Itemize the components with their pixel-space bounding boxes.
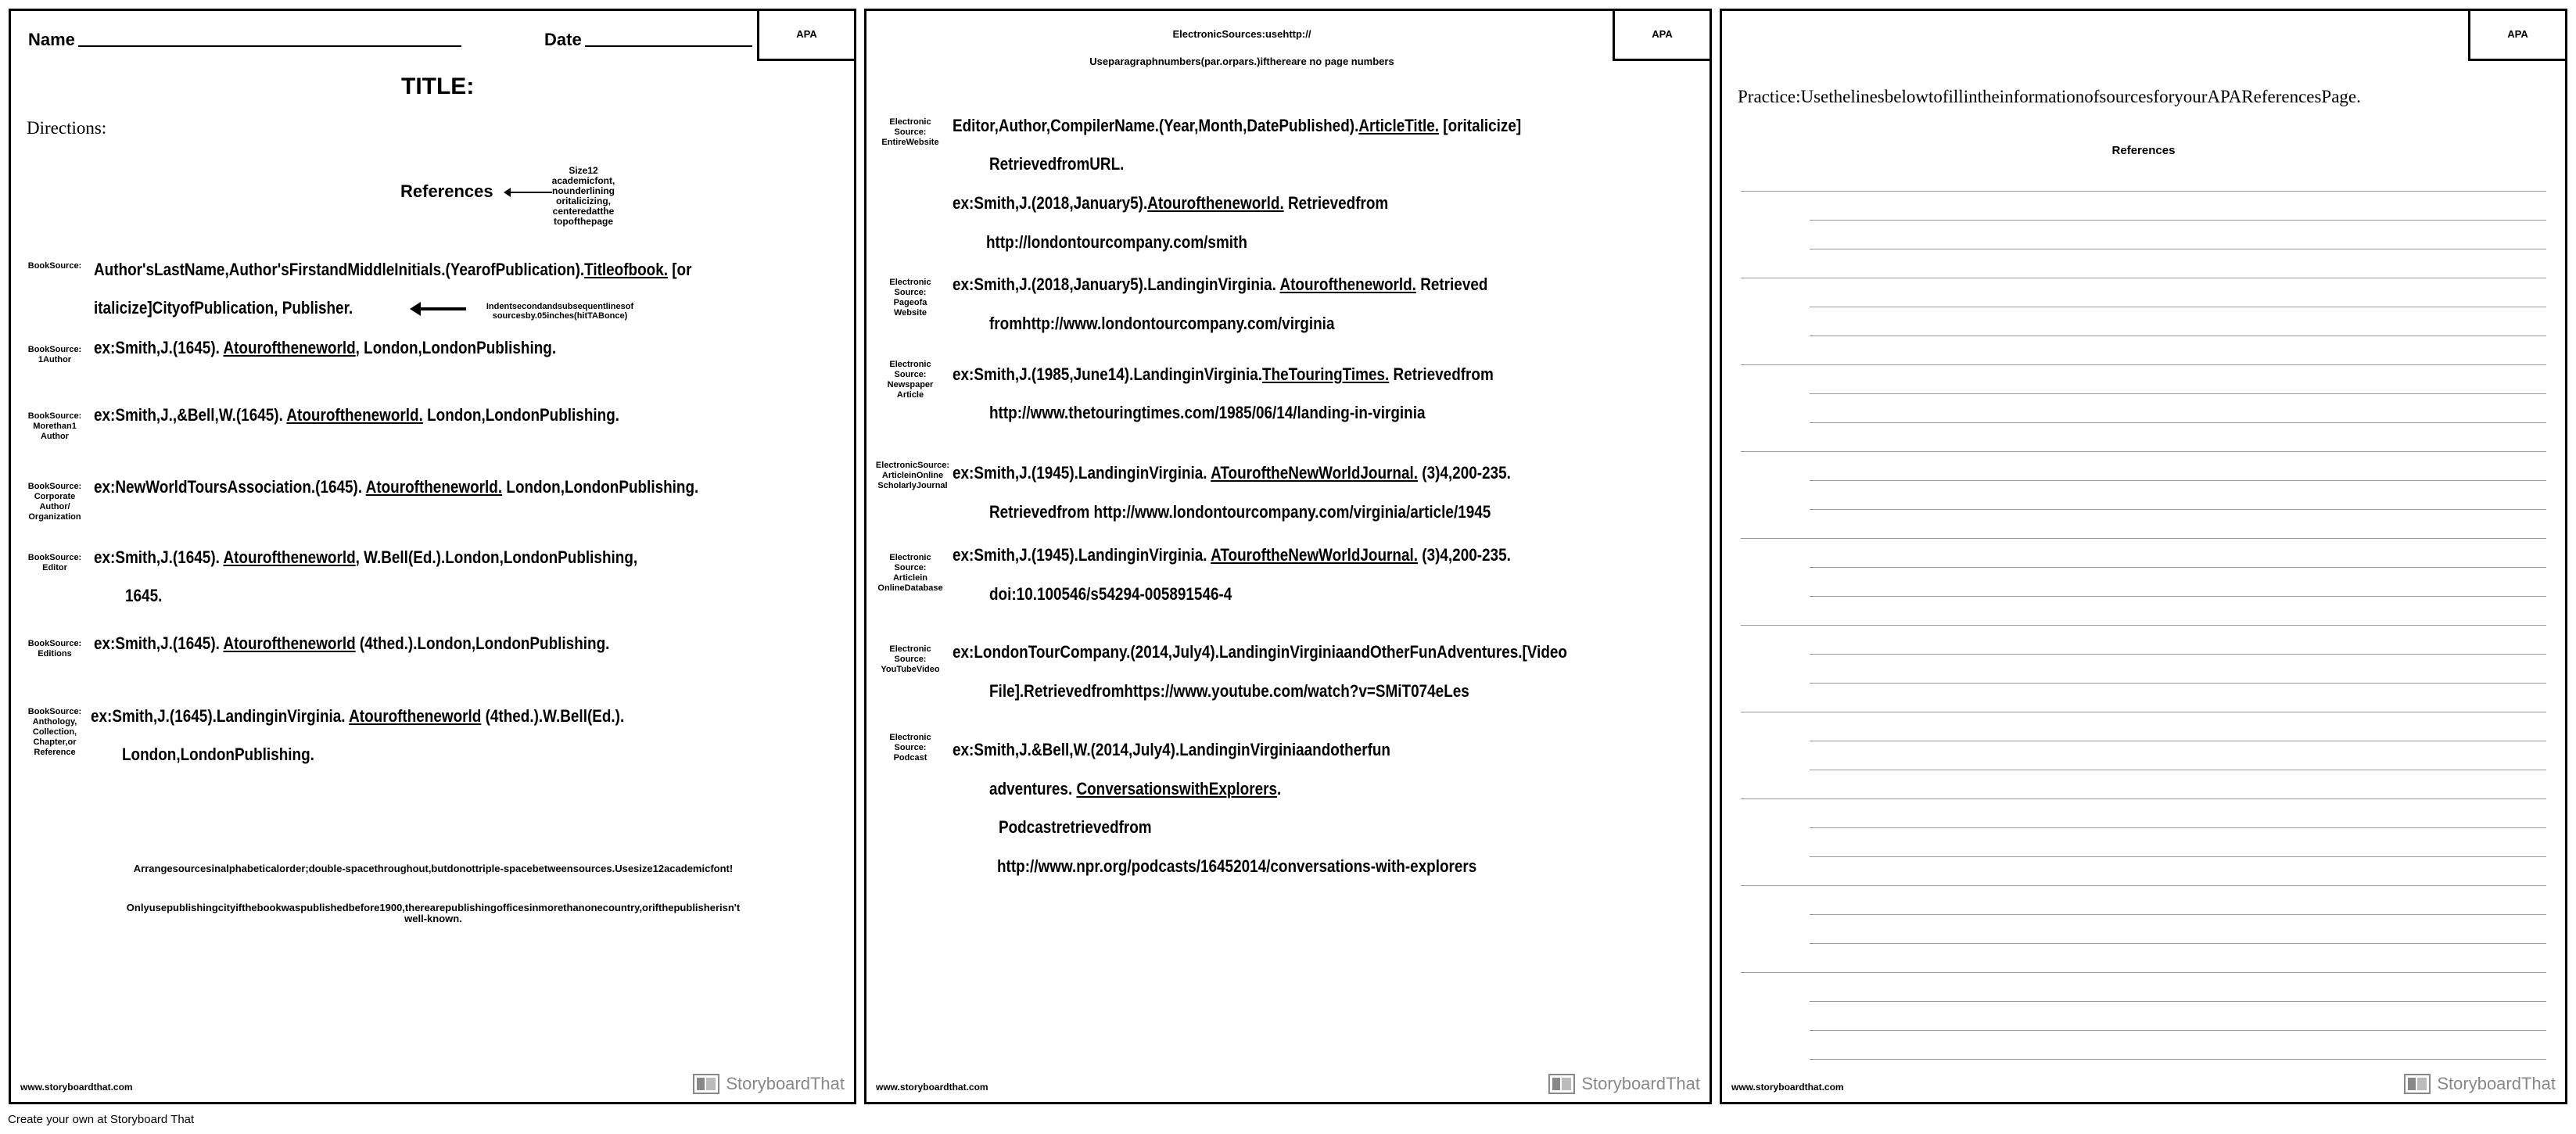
- ruled-line[interactable]: [1810, 567, 2546, 568]
- entry-line: adventures. ConversationswithExplorers.: [989, 779, 1282, 798]
- entry-line: RetrievedfromURL.: [989, 154, 1125, 174]
- entry-line: ex:Smith,J.&Bell,W.(2014,July4).LandinginVirginiaandotherfun: [953, 740, 1390, 759]
- ruled-line[interactable]: [1810, 393, 2546, 394]
- entry-line: http://www.npr.org/podcasts/16452014/conversations-with-explorers: [997, 856, 1477, 876]
- entry-label: BookSource: 1Author: [27, 345, 82, 364]
- entry-line: ex:Smith,J.(1645). Atouroftheneworld (4thed.).London,LondonPublishing.: [94, 633, 610, 653]
- indent-note: Indentsecondandsubsequentlinesof sourcesby.05inches(hitTABonce): [486, 302, 634, 321]
- entry-line: ex:Smith,J.(1645). Atouroftheneworld, W.Bell(Ed.).London,LondonPublishing,: [94, 547, 638, 567]
- arrow-left-icon: [504, 188, 511, 197]
- ruled-line[interactable]: [1810, 943, 2546, 944]
- entry-label: ElectronicSource: ArticleinOnline ScholarlyJournal: [875, 461, 950, 490]
- entry-line: ex:NewWorldToursAssociation.(1645). Atouroftheneworld. London,LondonPublishing.: [94, 477, 699, 497]
- entry-line: ex:Smith,J.(1985,June14).LandinginVirginia.TheTouringTimes. Retrievedfrom: [953, 364, 1494, 384]
- storyboardthat-logo: [2404, 1074, 2556, 1094]
- entry-label: Electronic Source: Newspaper Article: [887, 360, 934, 400]
- name-line[interactable]: [78, 45, 461, 47]
- entry-label: Electronic Source: Podcast: [889, 733, 931, 763]
- ruled-line[interactable]: [1741, 191, 2546, 192]
- entry-line: Author'sLastName,Author'sFirstandMiddleInitials.(YearofPublication).Titleofbook. [or: [94, 260, 692, 279]
- ruled-line[interactable]: [1810, 914, 2546, 915]
- arrangement-note: Arrangesourcesinalphabeticalorder;double-spacethroughout,butdonottriple-spacebetweensources.Usesize12academicfont!: [133, 863, 734, 874]
- practice-instructions: Practice:UsethelinesbelowtofillintheinformationofsourcesforyourAPAReferencesPage.: [1738, 87, 2361, 106]
- entry-label: BookSource: Editor: [27, 553, 82, 572]
- create-your-own-link[interactable]: Create your own at Storyboard That: [8, 1113, 195, 1126]
- date-line[interactable]: [585, 45, 752, 47]
- ruled-line[interactable]: [1741, 364, 2546, 365]
- storyboardthat-logo: [1548, 1074, 1700, 1094]
- ruled-line[interactable]: [1741, 451, 2546, 452]
- directions-label: Directions:: [27, 118, 107, 138]
- entry-label: BookSource: Editions: [27, 639, 82, 659]
- apa-tag: APA: [757, 11, 854, 61]
- footer-url: www.storyboardthat.com: [1731, 1082, 1844, 1093]
- entry-label: BookSource: Corporate Author/ Organization: [27, 482, 82, 522]
- storyboardthat-logo-icon: [693, 1074, 719, 1094]
- ruled-line[interactable]: [1810, 480, 2546, 481]
- ruled-line[interactable]: [1810, 596, 2546, 597]
- arrow-line: [418, 307, 466, 310]
- ruled-line[interactable]: [1741, 625, 2546, 626]
- ruled-line[interactable]: [1810, 509, 2546, 510]
- references-format-note: Size12 academicfont, nounderlining oritalicizing, centeredatthe topofthepage: [551, 165, 615, 227]
- arrow-left-icon: [410, 302, 421, 316]
- entry-line: 1645.: [125, 586, 163, 605]
- ruled-line[interactable]: [1741, 798, 2546, 799]
- worksheet-page-3: [1720, 9, 2567, 1104]
- ruled-line[interactable]: [1810, 827, 2546, 828]
- footer-url: www.storyboardthat.com: [876, 1082, 988, 1093]
- entry-label: Electronic Source: EntireWebsite: [881, 117, 939, 147]
- ruled-line[interactable]: [1810, 422, 2546, 423]
- ruled-line[interactable]: [1810, 683, 2546, 684]
- date-label: Date: [544, 30, 582, 49]
- footer-url: www.storyboardthat.com: [20, 1082, 133, 1093]
- entry-line: Retrievedfrom http://www.londontourcompany.com/virginia/article/1945: [989, 502, 1491, 522]
- references-heading: References: [400, 181, 493, 201]
- entry-line: ex:Smith,J.(1645).LandinginVirginia. Atouroftheneworld (4thed.).W.Bell(Ed.).: [91, 706, 625, 726]
- apa-tag: APA: [1613, 11, 1710, 61]
- entry-line: ex:Smith,J.(1945).LandinginVirginia. ATouroftheNewWorldJournal. (3)4,200-235.: [953, 463, 1511, 483]
- publishing-city-note: Onlyusepublishingcityifthebookwaspublishedbefore1900,therearepublishingofficesinmorethanonecountry,orifthepublisherisn't well-known.: [126, 902, 741, 924]
- name-label: Name: [28, 30, 75, 49]
- entry-line: File].Retrievedfromhttps://www.youtube.com/watch?v=SMiT074eLes: [989, 681, 1469, 701]
- entry-line: ex:Smith,J.(1645). Atouroftheneworld, London,LondonPublishing.: [94, 338, 557, 357]
- storyboardthat-logo: [693, 1074, 845, 1094]
- entry-label: Electronic Source: Articlein OnlineDatabase: [877, 553, 943, 593]
- entry-label: Electronic Source: Pageofa Website: [889, 278, 931, 318]
- ruled-line[interactable]: [1810, 1030, 2546, 1031]
- entry-line: http://www.thetouringtimes.com/1985/06/14/landing-in-virginia: [989, 403, 1426, 422]
- ruled-line[interactable]: [1810, 1059, 2546, 1060]
- storyboardthat-logo-icon: [2404, 1074, 2431, 1094]
- entry-line: ex:Smith,J.(2018,January5).Atouroftheneworld. Retrievedfrom: [953, 193, 1389, 213]
- ruled-line[interactable]: [1810, 856, 2546, 857]
- brand-name: StoryboardThat: [1581, 1074, 1700, 1093]
- entry-line: Editor,Author,CompilerName.(Year,Month,DatePublished).ArticleTitle. [oritalicize]: [953, 116, 1522, 135]
- entry-line: ex:Smith,J.(2018,January5).LandinginVirginia. Atouroftheneworld. Retrieved: [953, 275, 1488, 294]
- entry-line: http://londontourcompany.com/smith: [986, 232, 1247, 252]
- ruled-line[interactable]: [1741, 972, 2546, 973]
- entry-line: ex:Smith,J.(1945).LandinginVirginia. ATouroftheNewWorldJournal. (3)4,200-235.: [953, 545, 1511, 565]
- entry-line: ex:LondonTourCompany.(2014,July4).LandinginVirginiaandOtherFunAdventures.[Video: [953, 642, 1567, 662]
- ruled-line[interactable]: [1810, 220, 2546, 221]
- worksheet-page-2: [864, 9, 1712, 1104]
- entry-line: fromhttp://www.londontourcompany.com/virginia: [989, 314, 1335, 333]
- references-heading: References: [2111, 144, 2176, 157]
- ruled-line[interactable]: [1741, 538, 2546, 539]
- electronic-sources-header: ElectronicSources:usehttp://: [1172, 28, 1311, 40]
- entry-label: Electronic Source: YouTubeVideo: [881, 644, 940, 674]
- entry-label: BookSource: Anthology, Collection, Chapter,or Reference: [27, 707, 82, 757]
- worksheet-page-1: [9, 9, 856, 1104]
- entry-label: BookSource: Morethan1 Author: [27, 411, 82, 441]
- worksheet-title: TITLE:: [401, 74, 475, 99]
- brand-name: StoryboardThat: [2437, 1074, 2556, 1093]
- entry-label: BookSource:: [27, 261, 82, 271]
- paragraph-numbers-header: Useparagraphnumbers(par.orpars.)ifthereare no page numbers: [1089, 56, 1394, 67]
- entry-line: italicize]CityofPublication, Publisher.: [94, 298, 353, 318]
- ruled-line[interactable]: [1741, 885, 2546, 886]
- entry-line: ex:Smith,J.,&Bell,W.(1645). Atouroftheneworld. London,LondonPublishing.: [94, 405, 620, 425]
- entry-line: London,LondonPublishing.: [122, 745, 314, 764]
- ruled-line[interactable]: [1810, 654, 2546, 655]
- entry-line: Podcastretrievedfrom: [999, 817, 1152, 837]
- storyboardthat-logo-icon: [1548, 1074, 1575, 1094]
- ruled-line[interactable]: [1810, 1001, 2546, 1002]
- entry-line: doi:10.100546/s54294-005891546-4: [989, 584, 1232, 604]
- apa-tag: APA: [2468, 11, 2565, 61]
- brand-name: StoryboardThat: [726, 1074, 845, 1093]
